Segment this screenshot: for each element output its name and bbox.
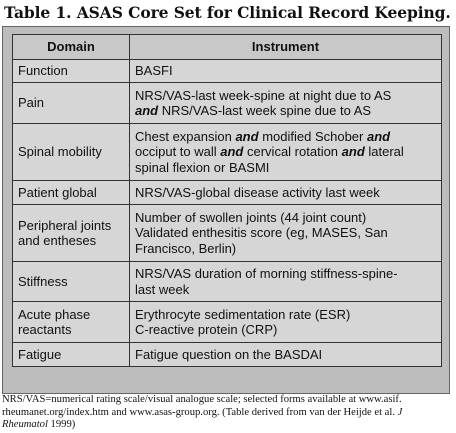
and-emphasis: and bbox=[220, 144, 244, 160]
instrument-text: Number of swollen joints (44 joint count) bbox=[135, 209, 367, 225]
domain-cell bbox=[13, 205, 130, 262]
and-emphasis: and bbox=[135, 103, 159, 118]
and-emphasis: and bbox=[235, 128, 259, 144]
instrument-text: NRS/VAS-global disease activity last week bbox=[135, 184, 380, 200]
domain-cell bbox=[13, 60, 130, 83]
footnote-text: 1999) bbox=[47, 419, 76, 431]
instrument-text: Fatigue question on the BASDAI bbox=[135, 346, 323, 362]
domain-text: reactants bbox=[18, 322, 72, 337]
instrument-text: occiput to wall bbox=[135, 144, 221, 160]
instrument-cell bbox=[130, 262, 442, 302]
domain-cell bbox=[13, 83, 130, 124]
domain-cell bbox=[13, 343, 130, 367]
domain-text: Peripheral joints bbox=[18, 217, 112, 233]
instrument-text: cervical rotation bbox=[243, 144, 342, 160]
instrument-cell bbox=[130, 181, 442, 205]
instrument-text: modified Schober bbox=[258, 128, 367, 144]
instrument-text: last week bbox=[135, 281, 190, 297]
instrument-text: C-reactive protein (CRP) bbox=[135, 322, 278, 337]
instrument-text: NRS/VAS-last week spine due to AS bbox=[158, 103, 372, 118]
domain-text: Fatigue bbox=[18, 346, 62, 362]
domain-text: and entheses bbox=[18, 233, 97, 248]
table-row bbox=[13, 83, 442, 124]
instrument-cell bbox=[130, 83, 442, 124]
domain-header: Domain bbox=[13, 35, 130, 60]
domain-text: Stiffness bbox=[18, 273, 68, 289]
instrument-text: Erythrocyte sedimentation rate (ESR) bbox=[135, 306, 351, 322]
instrument-cell bbox=[130, 124, 442, 181]
footnote bbox=[2, 394, 452, 432]
instrument-cell bbox=[130, 60, 442, 83]
journal-name: Rheumatol bbox=[2, 419, 48, 431]
domain-cell bbox=[13, 262, 130, 302]
footnote-text: rheumanet.org/index.htm and www.asas-group.org. (Table derived from van der Heijde et al. bbox=[2, 406, 398, 418]
table-row bbox=[13, 262, 442, 302]
domain-text: Acute phase bbox=[18, 306, 91, 322]
domain-text: Patient global bbox=[18, 184, 97, 200]
instrument-text: Francisco, Berlin) bbox=[135, 240, 237, 256]
journal-name: J bbox=[397, 406, 403, 418]
footnote-text: NRS/VAS=numerical rating scale/visual analogue scale; selected forms available at www.asif. bbox=[2, 394, 402, 405]
instrument-text: Chest expansion bbox=[135, 128, 236, 144]
domain-cell bbox=[13, 181, 130, 205]
and-emphasis: and bbox=[366, 128, 391, 144]
instrument-text: NRS/VAS-last week-spine at night due to AS bbox=[135, 87, 392, 103]
table-row bbox=[13, 205, 442, 262]
instrument-header: Instrument bbox=[130, 35, 442, 60]
instrument-cell bbox=[130, 302, 442, 343]
and-emphasis: and bbox=[341, 144, 365, 160]
table-row bbox=[13, 181, 442, 205]
instrument-text: NRS/VAS duration of morning stiffness-spine- bbox=[135, 266, 398, 281]
table-row bbox=[13, 343, 442, 367]
table-row bbox=[13, 60, 442, 83]
domain-cell bbox=[13, 124, 130, 181]
domain-text: Pain bbox=[18, 95, 45, 111]
table-row bbox=[13, 302, 442, 343]
table-frame bbox=[2, 26, 450, 394]
core-set-table bbox=[12, 34, 442, 367]
table-body bbox=[13, 60, 442, 367]
instrument-text: Validated enthesitis score (eg, MASES, San bbox=[135, 225, 388, 241]
instrument-cell bbox=[130, 205, 442, 262]
table-title: Table 1. ASAS Core Set for Clinical Record Keeping. bbox=[4, 3, 451, 22]
domain-cell bbox=[13, 302, 130, 343]
instrument-cell bbox=[130, 343, 442, 367]
instrument-text: lateral bbox=[364, 144, 404, 160]
instrument-text: BASFI bbox=[135, 63, 173, 79]
instrument-text: spinal flexion or BASMI bbox=[135, 159, 270, 175]
table-row bbox=[13, 124, 442, 181]
domain-text: Spinal mobility bbox=[18, 144, 102, 160]
domain-text: Function bbox=[18, 63, 68, 79]
header-row bbox=[13, 35, 442, 60]
